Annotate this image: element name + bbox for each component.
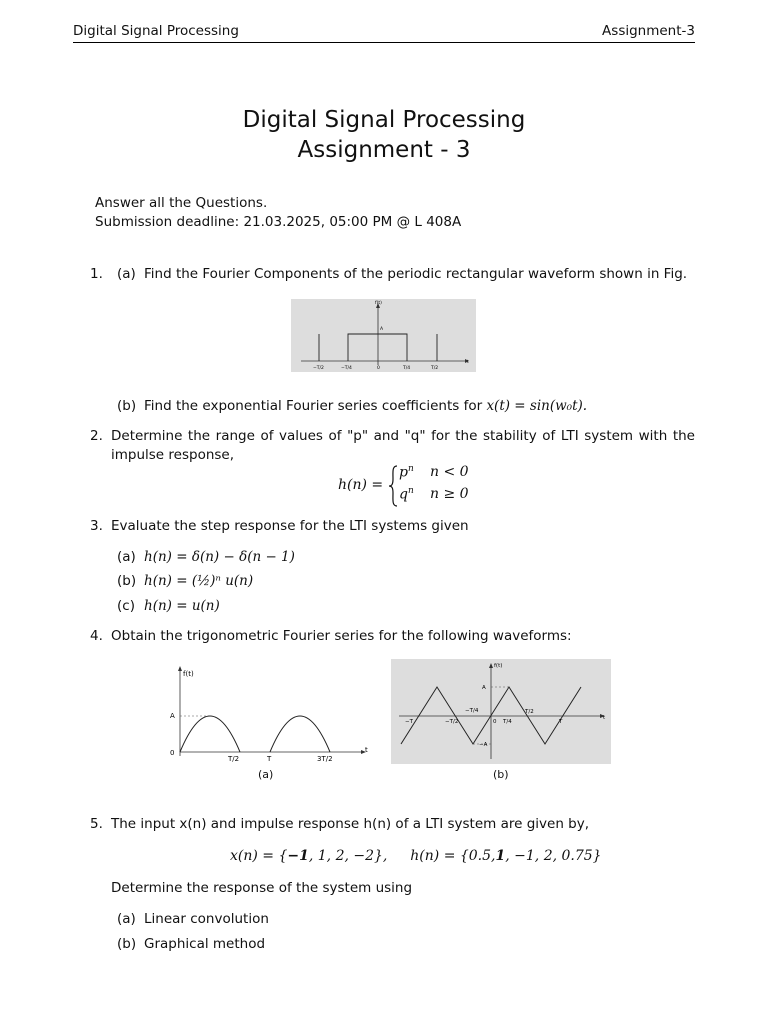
q5-equations [230, 848, 602, 864]
q3b-label: (b) [117, 573, 137, 589]
x-seq-lhs: x(n) = { [230, 848, 288, 864]
fig4a-xlabel: t [365, 746, 368, 754]
piecewise-equation [338, 464, 478, 508]
q2-case1: $p^n$ [399, 464, 414, 481]
q2-case2: $q^n$ [399, 486, 414, 503]
q1a-text: Find the Fourier Components of the periodic rectangular waveform shown in Fig. [144, 266, 688, 282]
q5a-text: Linear convolution [144, 911, 269, 927]
q5b-label: (b) [117, 936, 137, 952]
x-seq-origin: −1 [287, 848, 309, 864]
triangular-waveform-figure [391, 659, 611, 764]
q2-case2-cond: n ≥ 0 [430, 486, 469, 502]
q2-line-2: impulse response, [111, 447, 235, 463]
header-rule [73, 42, 695, 43]
fig4a-tick: T [267, 755, 272, 763]
q3a-expr: h(n) = δ(n) − δ(n − 1) [144, 549, 295, 565]
title-line-2: Assignment - 3 [297, 137, 471, 163]
rectangular-waveform-figure [291, 299, 476, 372]
fig4b-xlabel: t [603, 715, 606, 721]
q4-number: 4. [90, 628, 103, 644]
fig4a-tick: 3T/2 [317, 755, 333, 763]
fig1-tick: T/2 [431, 366, 439, 371]
fig4b-tick: T/2 [525, 709, 534, 715]
q1-number: 1. [90, 266, 103, 282]
fig4b-tick: −T [405, 719, 413, 725]
left-brace [387, 464, 399, 508]
q1b-label: (b) [117, 398, 137, 414]
fig1-xlabel: t [467, 360, 469, 365]
q3-text: Evaluate the step response for the LTI systems given [111, 518, 469, 534]
fig4a-amp-label: A [170, 712, 175, 720]
fig4b-ylabel: f(t) [494, 663, 503, 669]
running-header-left: Digital Signal Processing [73, 23, 239, 39]
fig4a-caption: (a) [258, 768, 274, 781]
x-seq-rest: , 1, 2, −2}, [308, 848, 388, 864]
fig4b-tick: −T/4 [465, 708, 479, 714]
q5-text: The input x(n) and impulse response h(n) of a LTI system are given by, [111, 816, 590, 832]
q1a-label: (a) [117, 266, 136, 282]
intro-line-1: Answer all the Questions. [95, 195, 268, 211]
fig4b-tick: T [559, 719, 563, 725]
q2-line-1: Determine the range of values of "p" and "q" for the stability of LTI system with the [111, 428, 695, 444]
fig4b-amp-neg: −A [479, 742, 488, 748]
q3a-label: (a) [117, 549, 136, 565]
q3c-expr: h(n) = u(n) [144, 598, 220, 614]
q1b-text-body: Find the exponential Fourier series coefficients for [144, 398, 483, 414]
q4-text: Obtain the trigonometric Fourier series for the following waveforms: [111, 628, 572, 644]
fig4b-tick: 0 [493, 719, 497, 725]
h-seq-lhs: h(n) = {0.5, [410, 848, 496, 864]
fig1-ylabel: f(t) [375, 301, 382, 306]
q5a-label: (a) [117, 911, 136, 927]
half-sine-waveform-figure [162, 660, 372, 764]
title-line-1: Digital Signal Processing [242, 107, 526, 133]
fig1-amp-label: A [380, 327, 384, 332]
h-seq-origin: 1 [495, 848, 506, 864]
q3b-expr: h(n) = (½)ⁿ u(n) [144, 573, 254, 589]
q3-number: 3. [90, 518, 103, 534]
fig4b-tick: −T/2 [445, 719, 459, 725]
q2-case1-cond: n < 0 [430, 464, 469, 480]
q5-subtext: Determine the response of the system using [111, 880, 413, 896]
q2-number: 2. [90, 428, 103, 444]
fig1-tick: −T/4 [341, 366, 352, 371]
fig4b-amp-pos: A [482, 685, 486, 691]
fig1-tick: 0 [377, 366, 380, 371]
q1b-text [144, 398, 587, 414]
fig4a-tick: 0 [170, 749, 175, 757]
fig4b-caption: (b) [493, 768, 509, 781]
h-seq-rest: , −1, 2, 0.75} [505, 848, 602, 864]
fig4a-ylabel: f(t) [183, 670, 194, 678]
fig1-tick: −T/2 [313, 366, 324, 371]
fig4a-tick: T/2 [228, 755, 240, 763]
running-header-right: Assignment-3 [602, 23, 695, 39]
q1b-math: x(t) = sin(w₀t). [486, 398, 588, 414]
q3c-label: (c) [117, 598, 135, 614]
q2-lhs: h(n) = [338, 477, 384, 493]
fig4b-tick: T/4 [503, 719, 512, 725]
fig1-tick: T/4 [403, 366, 411, 371]
q5b-text: Graphical method [144, 936, 266, 952]
intro-line-2: Submission deadline: 21.03.2025, 05:00 PM @ L 408A [95, 214, 462, 230]
q5-number: 5. [90, 816, 103, 832]
